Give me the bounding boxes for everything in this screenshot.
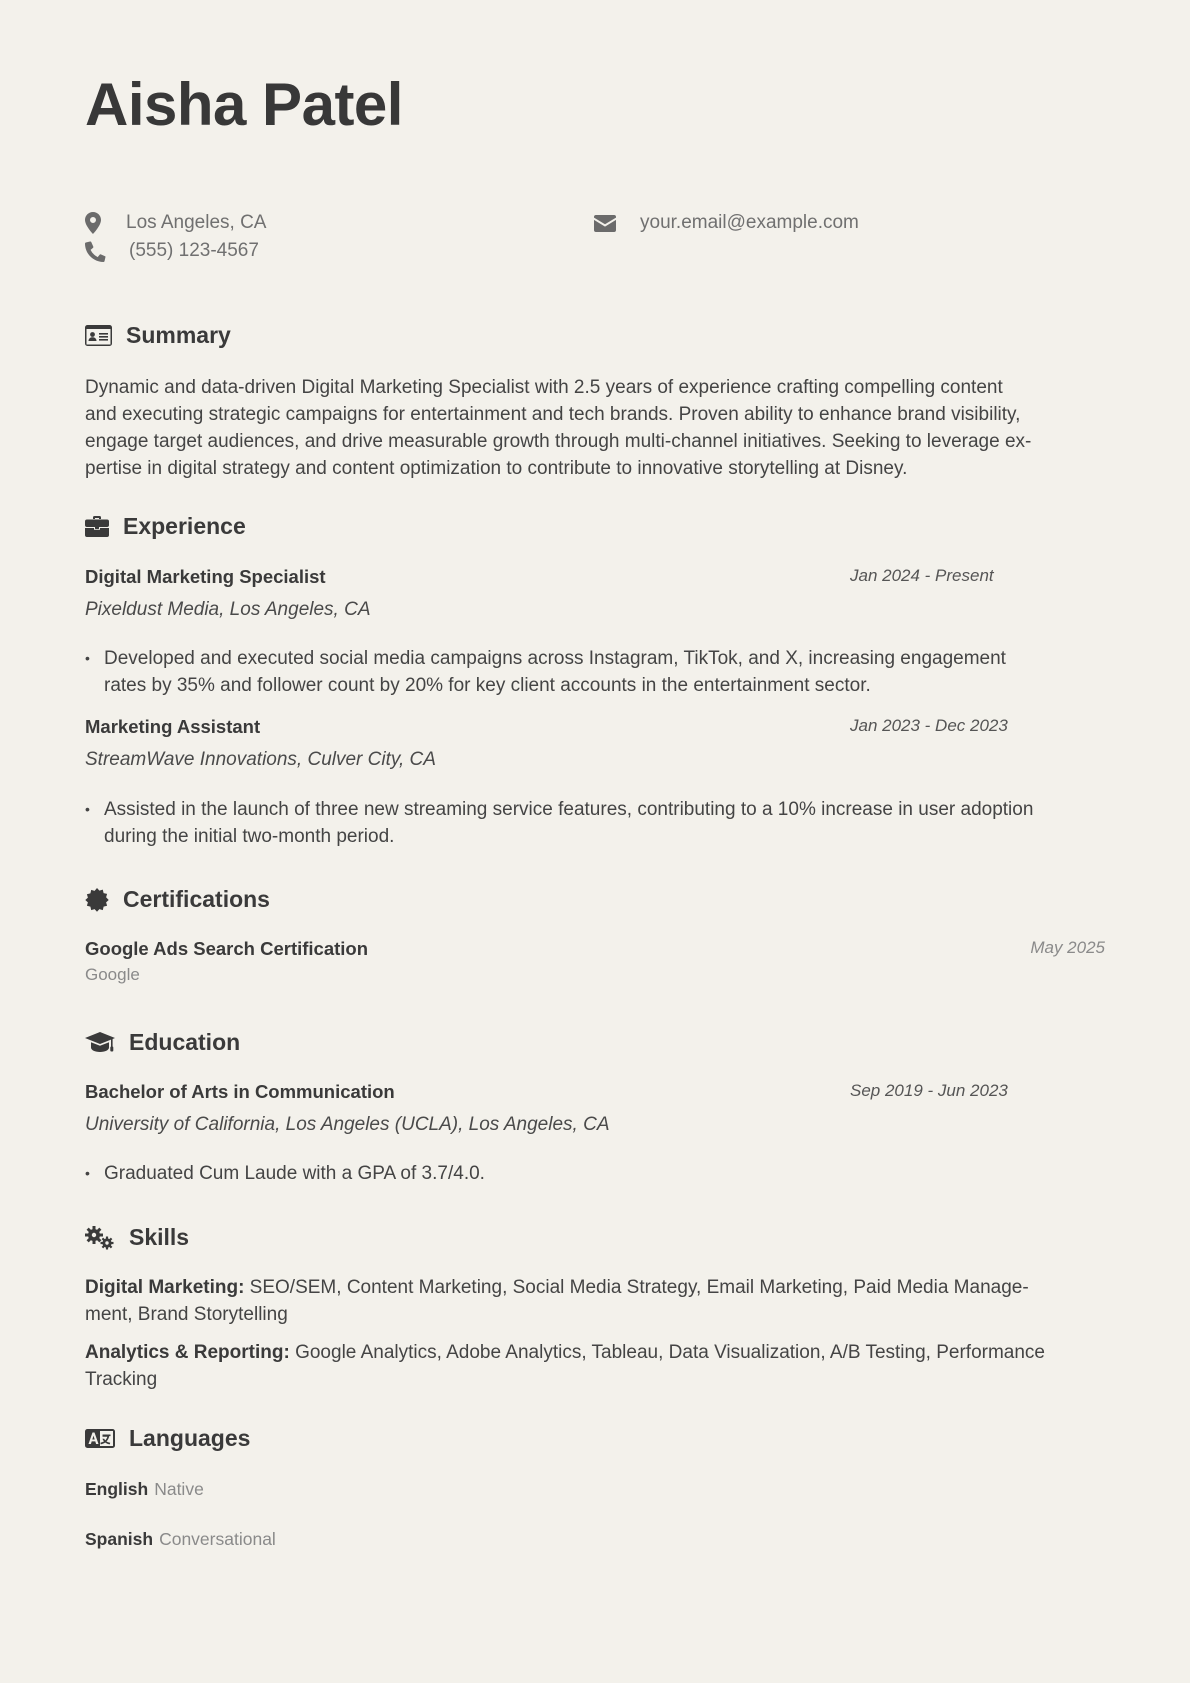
skill-group-label: Digital Marketing: <box>85 1277 245 1298</box>
graduation-cap-icon <box>85 1032 115 1054</box>
degree-title: Bachelor of Arts in Communication <box>85 1081 395 1102</box>
contact-phone <box>85 240 259 262</box>
certification-issuer: Google <box>85 965 140 984</box>
skill-group <box>85 1274 1105 1328</box>
language-level: Native <box>154 1479 204 1499</box>
job-bullet <box>85 645 1105 699</box>
section-languages-heading <box>85 1425 250 1452</box>
school-name: University of California, Los Angeles (UCLA), Los Angeles, CA <box>85 1114 610 1135</box>
bullet-dot: • <box>85 801 90 817</box>
phone-link[interactable]: (555) 123-4567 <box>129 240 259 261</box>
job-company: StreamWave Innovations, Culver City, CA <box>85 749 436 770</box>
skill-group-items-cont: Tracking <box>85 1369 158 1390</box>
location-text: Los Angeles, CA <box>126 212 267 233</box>
language-name: Spanish <box>85 1529 154 1549</box>
job-bullet <box>85 796 1105 850</box>
bullet-line: Graduated Cum Laude with a GPA of 3.7/4.0. <box>104 1163 485 1184</box>
certification-date: May 2025 <box>1030 938 1105 957</box>
languages-title: Languages <box>129 1425 251 1451</box>
bullet-dot: • <box>85 1165 90 1181</box>
language-icon <box>85 1429 115 1448</box>
summary-line: pertise in digital strategy and content optimization to contribute to innovative storytelling at Disney. <box>85 458 908 479</box>
certification-name: Google Ads Search Certification <box>85 938 369 959</box>
phone-icon <box>85 241 106 262</box>
certificate-badge-icon <box>85 888 109 912</box>
section-summary-heading <box>85 322 231 349</box>
email-link[interactable]: your.email@example.com <box>640 212 859 233</box>
experience-title: Experience <box>123 513 246 539</box>
skill-group-items-cont: ment, Brand Storytelling <box>85 1304 288 1325</box>
bullet-line: during the initial two-month period. <box>104 826 395 847</box>
language-level: Conversational <box>159 1529 276 1549</box>
candidate-name: Aisha Patel <box>85 71 403 138</box>
skill-group-items: SEO/SEM, Content Marketing, Social Media Strategy, Email Marketing, Paid Media Manage- <box>244 1277 1029 1298</box>
id-card-icon <box>85 325 112 346</box>
contact-location <box>85 212 266 234</box>
certifications-title: Certifications <box>123 886 270 912</box>
summary-title: Summary <box>126 322 231 348</box>
skill-group-label: Analytics & Reporting: <box>85 1342 290 1363</box>
job-company: Pixeldust Media, Los Angeles, CA <box>85 599 371 620</box>
bullet-line: Developed and executed social media campaigns across Instagram, TikTok, and X, increasing engagement <box>104 648 1006 669</box>
section-experience-heading <box>85 513 246 540</box>
bullet-line: rates by 35% and follower count by 20% for key client accounts in the entertainment sector. <box>104 675 871 696</box>
language-item <box>85 1479 204 1500</box>
job-dates: Jan 2024 - Present <box>850 566 994 585</box>
education-bullet <box>85 1160 1105 1187</box>
section-skills-heading <box>85 1224 189 1251</box>
map-marker-icon <box>85 212 101 234</box>
job-title: Digital Marketing Specialist <box>85 566 326 587</box>
education-dates: Sep 2019 - Jun 2023 <box>850 1081 1008 1100</box>
skills-title: Skills <box>129 1224 190 1250</box>
section-certifications-heading <box>85 886 270 913</box>
skill-group-items: Google Analytics, Adobe Analytics, Tableau, Data Visualization, A/B Testing, Performance <box>289 1342 1045 1363</box>
contact-email <box>594 212 859 234</box>
language-item <box>85 1529 276 1550</box>
summary-line: and executing strategic campaigns for entertainment and tech brands. Proven ability to enhance brand visibility, <box>85 404 1021 425</box>
skill-group <box>85 1339 1105 1393</box>
language-name: English <box>85 1479 149 1499</box>
summary-text <box>85 374 1105 482</box>
section-education-heading <box>85 1029 240 1056</box>
summary-line: Dynamic and data-driven Digital Marketing Specialist with 2.5 years of experience crafting compelling content <box>85 377 1003 398</box>
job-dates: Jan 2023 - Dec 2023 <box>850 716 1008 735</box>
bullet-line: Assisted in the launch of three new streaming service features, contributing to a 10% increase in user adoption <box>104 799 1034 820</box>
education-title: Education <box>129 1029 241 1055</box>
summary-line: engage target audiences, and drive measurable growth through multi-channel initiatives. Seeking to leverage ex- <box>85 431 1032 452</box>
job-title: Marketing Assistant <box>85 716 261 737</box>
envelope-icon <box>594 215 616 232</box>
bullet-dot: • <box>85 650 90 666</box>
briefcase-icon <box>85 516 109 537</box>
cogs-icon <box>85 1226 115 1250</box>
